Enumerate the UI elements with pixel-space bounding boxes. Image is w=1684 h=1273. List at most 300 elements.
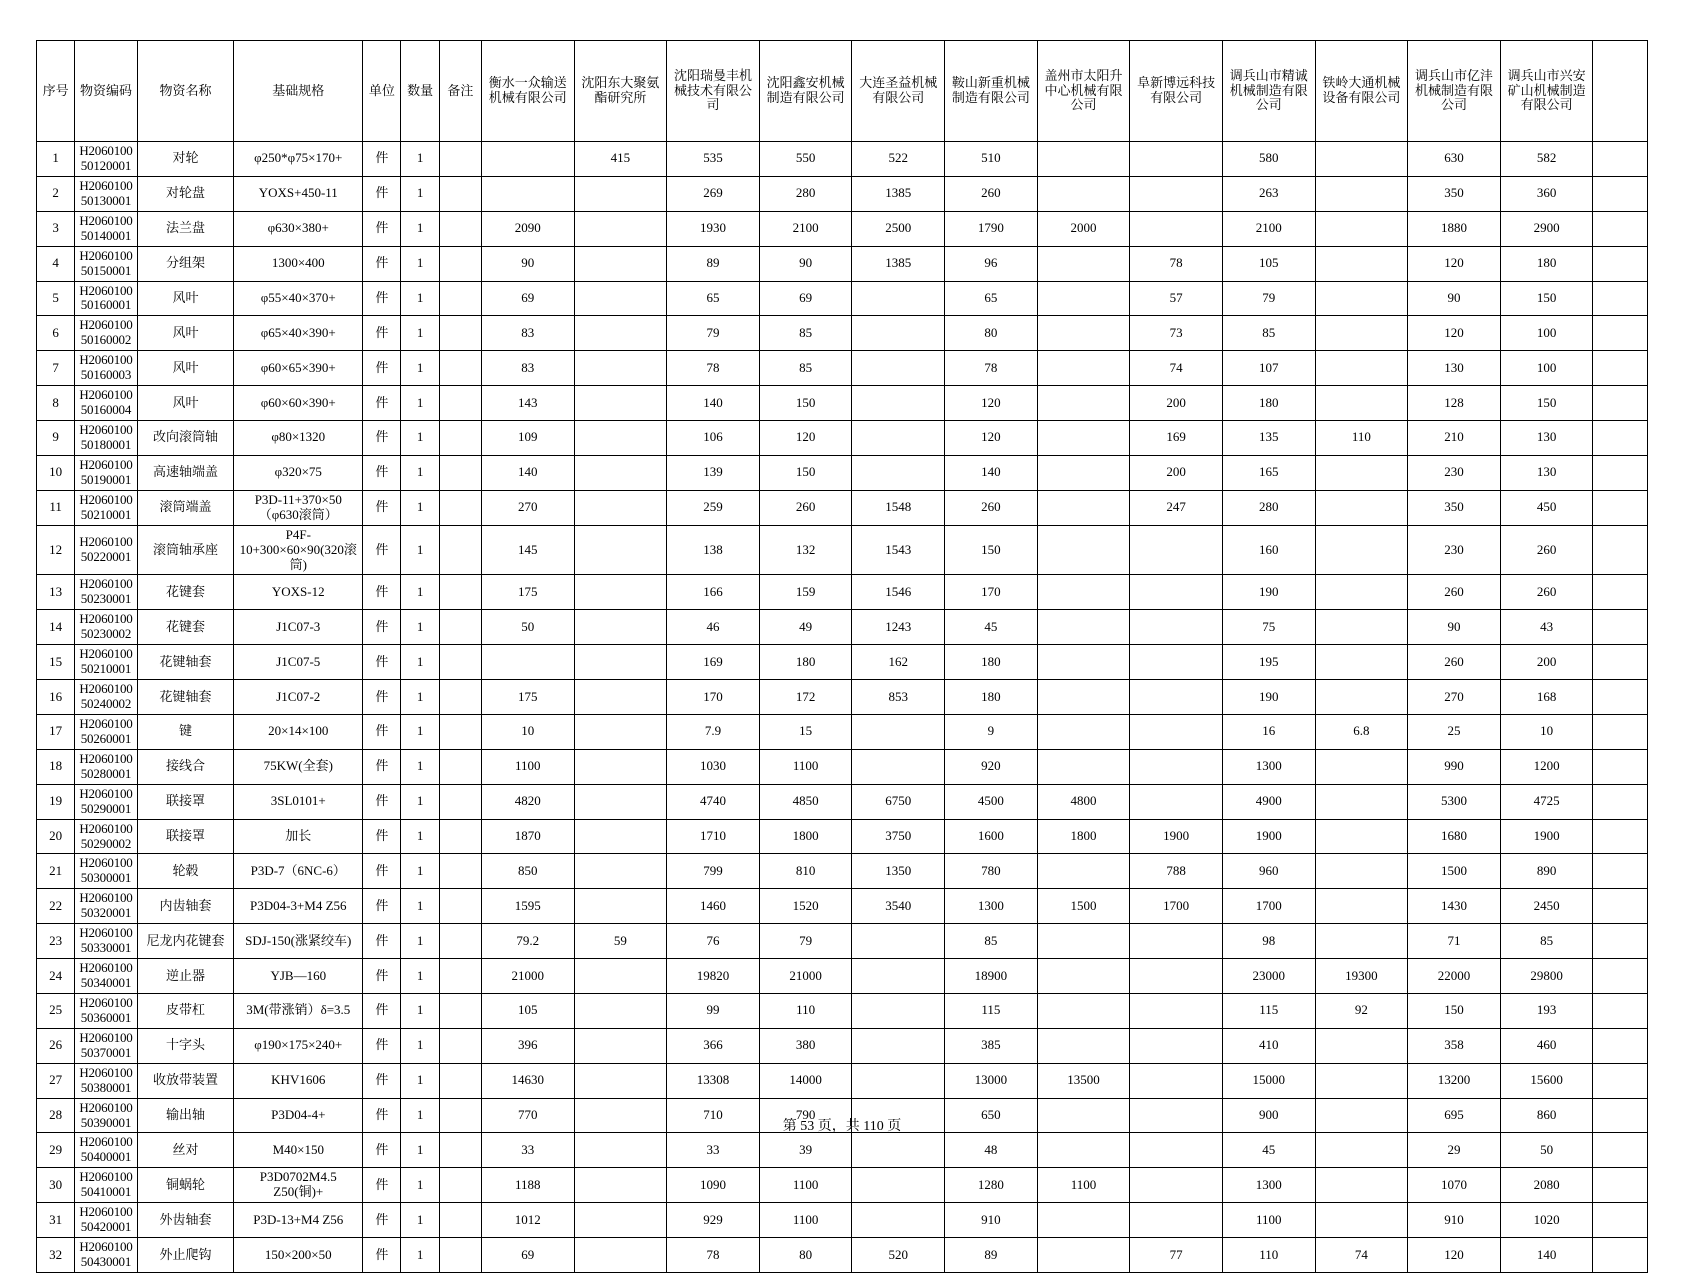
cell-supplier-price-12: 1200 xyxy=(1500,749,1593,784)
cell-supplier-price-6: 170 xyxy=(945,575,1038,610)
cell-supplier-price-9: 960 xyxy=(1222,854,1315,889)
col-header-supplier-12: 调兵山市兴安矿山机械制造有限公司 xyxy=(1500,41,1593,142)
cell-material-code: H206010050160001 xyxy=(75,281,137,316)
cell-remark xyxy=(439,1168,481,1203)
cell-material-code: H206010050340001 xyxy=(75,959,137,994)
table-row xyxy=(37,610,1648,645)
cell-quantity: 1 xyxy=(401,1098,439,1133)
cell-supplier-price-1: 770 xyxy=(481,1098,574,1133)
cell-spec: J1C07-2 xyxy=(234,680,363,715)
cell-supplier-price-10 xyxy=(1315,1168,1408,1203)
cell-material-name: 外齿轴套 xyxy=(137,1203,234,1238)
cell-supplier-price-11: 120 xyxy=(1408,1238,1501,1273)
cell-supplier-price-12: 100 xyxy=(1500,351,1593,386)
cell-material-name: 尼龙内花键套 xyxy=(137,924,234,959)
cell-supplier-price-7: 1800 xyxy=(1037,819,1130,854)
cell-supplier-price-10: 6.8 xyxy=(1315,714,1408,749)
cell-supplier-price-4: 120 xyxy=(759,421,852,456)
cell-supplier-price-8: 247 xyxy=(1130,490,1223,525)
cell-supplier-price-5 xyxy=(852,959,945,994)
cell-quantity: 1 xyxy=(401,993,439,1028)
cell-material-code: H206010050330001 xyxy=(75,924,137,959)
cell-supplier-price-2 xyxy=(574,1133,667,1168)
cell-unit: 件 xyxy=(363,281,401,316)
cell-material-name: 逆止器 xyxy=(137,959,234,994)
cell-material-code: H206010050390001 xyxy=(75,1098,137,1133)
cell-remark xyxy=(439,455,481,490)
cell-supplier-price-13 xyxy=(1593,421,1648,456)
table-row xyxy=(37,575,1648,610)
cell-unit: 件 xyxy=(363,1168,401,1203)
cell-supplier-price-11: 29 xyxy=(1408,1133,1501,1168)
cell-supplier-price-5 xyxy=(852,1203,945,1238)
cell-supplier-price-9: 1100 xyxy=(1222,1203,1315,1238)
cell-supplier-price-3: 259 xyxy=(667,490,760,525)
cell-supplier-price-8 xyxy=(1130,211,1223,246)
cell-supplier-price-12: 193 xyxy=(1500,993,1593,1028)
cell-material-name: 风叶 xyxy=(137,316,234,351)
col-header-material-name: 物资名称 xyxy=(137,41,234,142)
cell-supplier-price-7 xyxy=(1037,680,1130,715)
cell-supplier-price-6: 48 xyxy=(945,1133,1038,1168)
cell-supplier-price-11: 210 xyxy=(1408,421,1501,456)
cell-supplier-price-10 xyxy=(1315,680,1408,715)
cell-material-name: 输出轴 xyxy=(137,1098,234,1133)
cell-material-code: H206010050240002 xyxy=(75,680,137,715)
cell-spec: P3D0702M4.5 Z50(铜)+ xyxy=(234,1168,363,1203)
cell-supplier-price-11: 130 xyxy=(1408,351,1501,386)
cell-seq: 3 xyxy=(37,211,75,246)
cell-supplier-price-9: 1900 xyxy=(1222,819,1315,854)
cell-remark xyxy=(439,246,481,281)
cell-material-code: H206010050430001 xyxy=(75,1238,137,1273)
cell-remark xyxy=(439,749,481,784)
cell-material-name: 内齿轴套 xyxy=(137,889,234,924)
cell-supplier-price-11: 120 xyxy=(1408,246,1501,281)
cell-remark xyxy=(439,142,481,177)
cell-supplier-price-9: 105 xyxy=(1222,246,1315,281)
cell-supplier-price-10 xyxy=(1315,142,1408,177)
cell-supplier-price-6: 510 xyxy=(945,142,1038,177)
cell-supplier-price-8 xyxy=(1130,142,1223,177)
cell-supplier-price-11: 128 xyxy=(1408,386,1501,421)
table-header xyxy=(37,41,1648,142)
cell-supplier-price-12: 4725 xyxy=(1500,784,1593,819)
cell-material-code: H206010050380001 xyxy=(75,1063,137,1098)
cell-supplier-price-7 xyxy=(1037,610,1130,645)
cell-remark xyxy=(439,176,481,211)
cell-supplier-price-6: 120 xyxy=(945,386,1038,421)
cell-supplier-price-5 xyxy=(852,714,945,749)
cell-supplier-price-4: 15 xyxy=(759,714,852,749)
cell-supplier-price-11: 630 xyxy=(1408,142,1501,177)
table-row xyxy=(37,993,1648,1028)
cell-material-code: H206010050290002 xyxy=(75,819,137,854)
cell-spec: φ250*φ75×170+ xyxy=(234,142,363,177)
cell-material-name: 接线合 xyxy=(137,749,234,784)
table-row xyxy=(37,959,1648,994)
cell-supplier-price-11: 90 xyxy=(1408,610,1501,645)
cell-material-code: H206010050160004 xyxy=(75,386,137,421)
cell-supplier-price-2 xyxy=(574,680,667,715)
cell-supplier-price-7 xyxy=(1037,1203,1130,1238)
cell-supplier-price-2 xyxy=(574,386,667,421)
cell-supplier-price-9: 410 xyxy=(1222,1028,1315,1063)
col-header-supplier-11: 调兵山市亿沣机械制造有限公司 xyxy=(1408,41,1501,142)
cell-supplier-price-11: 1880 xyxy=(1408,211,1501,246)
cell-unit: 件 xyxy=(363,351,401,386)
cell-supplier-price-13 xyxy=(1593,959,1648,994)
cell-supplier-price-2 xyxy=(574,610,667,645)
cell-supplier-price-8: 73 xyxy=(1130,316,1223,351)
cell-material-code: H206010050230002 xyxy=(75,610,137,645)
cell-material-name: 对轮盘 xyxy=(137,176,234,211)
cell-supplier-price-9: 180 xyxy=(1222,386,1315,421)
cell-supplier-price-5 xyxy=(852,316,945,351)
cell-quantity: 1 xyxy=(401,1168,439,1203)
cell-supplier-price-3: 799 xyxy=(667,854,760,889)
cell-material-code: H206010050130001 xyxy=(75,176,137,211)
cell-supplier-price-1: 1595 xyxy=(481,889,574,924)
cell-spec: φ55×40×370+ xyxy=(234,281,363,316)
cell-remark xyxy=(439,421,481,456)
cell-material-code: H206010050180001 xyxy=(75,421,137,456)
cell-supplier-price-1: 105 xyxy=(481,993,574,1028)
cell-supplier-price-3: 138 xyxy=(667,525,760,575)
table-row xyxy=(37,784,1648,819)
cell-material-name: 十字头 xyxy=(137,1028,234,1063)
cell-supplier-price-2 xyxy=(574,575,667,610)
cell-supplier-price-4: 1100 xyxy=(759,1203,852,1238)
cell-material-code: H206010050140001 xyxy=(75,211,137,246)
cell-supplier-price-8: 77 xyxy=(1130,1238,1223,1273)
cell-supplier-price-3: 140 xyxy=(667,386,760,421)
cell-supplier-price-9: 190 xyxy=(1222,680,1315,715)
cell-supplier-price-1: 175 xyxy=(481,680,574,715)
cell-material-code: H206010050300001 xyxy=(75,854,137,889)
cell-supplier-price-3: 4740 xyxy=(667,784,760,819)
cell-supplier-price-12: 180 xyxy=(1500,246,1593,281)
cell-supplier-price-12: 2450 xyxy=(1500,889,1593,924)
cell-spec: KHV1606 xyxy=(234,1063,363,1098)
cell-supplier-price-9: 115 xyxy=(1222,993,1315,1028)
cell-supplier-price-7 xyxy=(1037,421,1130,456)
cell-supplier-price-3: 1030 xyxy=(667,749,760,784)
cell-material-code: H206010050210001 xyxy=(75,645,137,680)
cell-supplier-price-8: 74 xyxy=(1130,351,1223,386)
cell-supplier-price-11: 150 xyxy=(1408,993,1501,1028)
cell-material-name: 联接罩 xyxy=(137,784,234,819)
cell-quantity: 1 xyxy=(401,924,439,959)
cell-quantity: 1 xyxy=(401,490,439,525)
cell-supplier-price-1: 850 xyxy=(481,854,574,889)
cell-supplier-price-2 xyxy=(574,1028,667,1063)
cell-material-code: H206010050120001 xyxy=(75,142,137,177)
cell-supplier-price-2 xyxy=(574,421,667,456)
cell-supplier-price-7 xyxy=(1037,993,1130,1028)
cell-spec: YJB—160 xyxy=(234,959,363,994)
cell-supplier-price-12: 1020 xyxy=(1500,1203,1593,1238)
cell-supplier-price-1: 69 xyxy=(481,1238,574,1273)
cell-supplier-price-5 xyxy=(852,1168,945,1203)
cell-seq: 23 xyxy=(37,924,75,959)
cell-supplier-price-1: 90 xyxy=(481,246,574,281)
cell-remark xyxy=(439,575,481,610)
cell-remark xyxy=(439,784,481,819)
cell-supplier-price-4: 380 xyxy=(759,1028,852,1063)
col-header-quantity: 数量 xyxy=(401,41,439,142)
cell-supplier-price-1: 143 xyxy=(481,386,574,421)
cell-supplier-price-13 xyxy=(1593,316,1648,351)
cell-spec: φ80×1320 xyxy=(234,421,363,456)
cell-supplier-price-1 xyxy=(481,176,574,211)
cell-supplier-price-13 xyxy=(1593,281,1648,316)
cell-supplier-price-7 xyxy=(1037,525,1130,575)
cell-supplier-price-6: 260 xyxy=(945,176,1038,211)
cell-supplier-price-11: 230 xyxy=(1408,455,1501,490)
cell-supplier-price-10 xyxy=(1315,645,1408,680)
cell-seq: 12 xyxy=(37,525,75,575)
cell-supplier-price-13 xyxy=(1593,1133,1648,1168)
cell-supplier-price-3: 46 xyxy=(667,610,760,645)
cell-supplier-price-12: 260 xyxy=(1500,575,1593,610)
cell-supplier-price-5: 1385 xyxy=(852,176,945,211)
cell-supplier-price-4: 39 xyxy=(759,1133,852,1168)
cell-remark xyxy=(439,490,481,525)
table-row xyxy=(37,525,1648,575)
cell-supplier-price-3: 76 xyxy=(667,924,760,959)
cell-remark xyxy=(439,854,481,889)
cell-unit: 件 xyxy=(363,525,401,575)
cell-supplier-price-1 xyxy=(481,142,574,177)
cell-supplier-price-10 xyxy=(1315,854,1408,889)
table-row xyxy=(37,455,1648,490)
cell-seq: 8 xyxy=(37,386,75,421)
cell-supplier-price-6: 1600 xyxy=(945,819,1038,854)
cell-spec: φ630×380+ xyxy=(234,211,363,246)
cell-supplier-price-9: 1700 xyxy=(1222,889,1315,924)
col-header-supplier-7: 盖州市太阳升中心机械有限公司 xyxy=(1037,41,1130,142)
cell-supplier-price-13 xyxy=(1593,246,1648,281)
cell-supplier-price-4: 69 xyxy=(759,281,852,316)
table-row xyxy=(37,680,1648,715)
cell-supplier-price-5: 1543 xyxy=(852,525,945,575)
cell-supplier-price-4: 150 xyxy=(759,386,852,421)
table-row xyxy=(37,1203,1648,1238)
cell-spec: M40×150 xyxy=(234,1133,363,1168)
cell-spec: P3D04-4+ xyxy=(234,1098,363,1133)
cell-supplier-price-12: 130 xyxy=(1500,455,1593,490)
cell-supplier-price-10 xyxy=(1315,1028,1408,1063)
cell-material-name: 花键套 xyxy=(137,575,234,610)
cell-unit: 件 xyxy=(363,575,401,610)
cell-spec: 加长 xyxy=(234,819,363,854)
cell-supplier-price-12: 200 xyxy=(1500,645,1593,680)
cell-supplier-price-12: 460 xyxy=(1500,1028,1593,1063)
cell-seq: 25 xyxy=(37,993,75,1028)
table-row xyxy=(37,1063,1648,1098)
cell-seq: 26 xyxy=(37,1028,75,1063)
cell-supplier-price-6: 45 xyxy=(945,610,1038,645)
cell-supplier-price-4: 810 xyxy=(759,854,852,889)
cell-supplier-price-9: 79 xyxy=(1222,281,1315,316)
table-row xyxy=(37,281,1648,316)
cell-seq: 4 xyxy=(37,246,75,281)
cell-spec: YOXS+450-11 xyxy=(234,176,363,211)
cell-supplier-price-2 xyxy=(574,889,667,924)
cell-supplier-price-4: 1800 xyxy=(759,819,852,854)
cell-supplier-price-12: 860 xyxy=(1500,1098,1593,1133)
cell-supplier-price-9: 16 xyxy=(1222,714,1315,749)
cell-supplier-price-12: 130 xyxy=(1500,421,1593,456)
cell-supplier-price-2: 59 xyxy=(574,924,667,959)
cell-supplier-price-8 xyxy=(1130,924,1223,959)
cell-supplier-price-6: 920 xyxy=(945,749,1038,784)
cell-unit: 件 xyxy=(363,714,401,749)
cell-supplier-price-12: 100 xyxy=(1500,316,1593,351)
cell-supplier-price-8 xyxy=(1130,1168,1223,1203)
cell-unit: 件 xyxy=(363,610,401,645)
cell-quantity: 1 xyxy=(401,1028,439,1063)
cell-supplier-price-11: 1500 xyxy=(1408,854,1501,889)
cell-supplier-price-11: 910 xyxy=(1408,1203,1501,1238)
cell-supplier-price-3: 106 xyxy=(667,421,760,456)
cell-seq: 13 xyxy=(37,575,75,610)
cell-supplier-price-5: 162 xyxy=(852,645,945,680)
cell-supplier-price-10 xyxy=(1315,176,1408,211)
cell-supplier-price-10 xyxy=(1315,211,1408,246)
cell-supplier-price-11: 1070 xyxy=(1408,1168,1501,1203)
table-row xyxy=(37,854,1648,889)
cell-supplier-price-3: 78 xyxy=(667,351,760,386)
cell-supplier-price-4: 1100 xyxy=(759,749,852,784)
cell-remark xyxy=(439,819,481,854)
cell-quantity: 1 xyxy=(401,1063,439,1098)
cell-supplier-price-7: 2000 xyxy=(1037,211,1130,246)
cell-material-code: H206010050230001 xyxy=(75,575,137,610)
cell-material-name: 法兰盘 xyxy=(137,211,234,246)
cell-supplier-price-4: 180 xyxy=(759,645,852,680)
cell-supplier-price-10: 110 xyxy=(1315,421,1408,456)
cell-supplier-price-6: 13000 xyxy=(945,1063,1038,1098)
cell-supplier-price-12: 43 xyxy=(1500,610,1593,645)
cell-quantity: 1 xyxy=(401,211,439,246)
cell-supplier-price-5: 520 xyxy=(852,1238,945,1273)
cell-supplier-price-4: 2100 xyxy=(759,211,852,246)
cell-seq: 28 xyxy=(37,1098,75,1133)
cell-supplier-price-7 xyxy=(1037,645,1130,680)
cell-supplier-price-12: 85 xyxy=(1500,924,1593,959)
cell-supplier-price-13 xyxy=(1593,575,1648,610)
cell-supplier-price-8 xyxy=(1130,993,1223,1028)
cell-supplier-price-1: 1100 xyxy=(481,749,574,784)
cell-material-code: H206010050370001 xyxy=(75,1028,137,1063)
cell-supplier-price-9: 900 xyxy=(1222,1098,1315,1133)
cell-unit: 件 xyxy=(363,645,401,680)
cell-remark xyxy=(439,1133,481,1168)
cell-supplier-price-3: 19820 xyxy=(667,959,760,994)
cell-unit: 件 xyxy=(363,993,401,1028)
cell-seq: 27 xyxy=(37,1063,75,1098)
cell-material-name: 滚筒端盖 xyxy=(137,490,234,525)
cell-supplier-price-1: 33 xyxy=(481,1133,574,1168)
cell-supplier-price-11: 358 xyxy=(1408,1028,1501,1063)
cell-material-name: 轮毂 xyxy=(137,854,234,889)
cell-material-name: 皮带杠 xyxy=(137,993,234,1028)
cell-spec: SDJ-150(涨紧绞车) xyxy=(234,924,363,959)
cell-supplier-price-3: 13308 xyxy=(667,1063,760,1098)
cell-supplier-price-9: 135 xyxy=(1222,421,1315,456)
cell-supplier-price-9: 85 xyxy=(1222,316,1315,351)
cell-material-name: 丝对 xyxy=(137,1133,234,1168)
cell-supplier-price-5: 853 xyxy=(852,680,945,715)
cell-remark xyxy=(439,959,481,994)
cell-supplier-price-8: 1900 xyxy=(1130,819,1223,854)
cell-supplier-price-12: 582 xyxy=(1500,142,1593,177)
cell-supplier-price-9: 263 xyxy=(1222,176,1315,211)
cell-supplier-price-5: 1350 xyxy=(852,854,945,889)
cell-supplier-price-6: 9 xyxy=(945,714,1038,749)
cell-material-name: 风叶 xyxy=(137,386,234,421)
cell-supplier-price-10 xyxy=(1315,784,1408,819)
cell-supplier-price-3: 1460 xyxy=(667,889,760,924)
cell-supplier-price-7 xyxy=(1037,924,1130,959)
cell-supplier-price-2 xyxy=(574,819,667,854)
table-row xyxy=(37,490,1648,525)
cell-supplier-price-6: 150 xyxy=(945,525,1038,575)
cell-spec: 20×14×100 xyxy=(234,714,363,749)
cell-unit: 件 xyxy=(363,889,401,924)
cell-supplier-price-3: 166 xyxy=(667,575,760,610)
cell-material-code: H206010050400001 xyxy=(75,1133,137,1168)
cell-quantity: 1 xyxy=(401,281,439,316)
cell-spec: P4F-10+300×60×90(320滚筒) xyxy=(234,525,363,575)
col-header-supplier-9: 调兵山市精诚机械制造有限公司 xyxy=(1222,41,1315,142)
cell-supplier-price-9: 4900 xyxy=(1222,784,1315,819)
cell-unit: 件 xyxy=(363,1133,401,1168)
cell-remark xyxy=(439,386,481,421)
cell-supplier-price-10 xyxy=(1315,525,1408,575)
cell-supplier-price-6: 910 xyxy=(945,1203,1038,1238)
cell-unit: 件 xyxy=(363,1203,401,1238)
cell-material-name: 联接罩 xyxy=(137,819,234,854)
cell-spec: 75KW(全套) xyxy=(234,749,363,784)
cell-material-name: 风叶 xyxy=(137,281,234,316)
table-row xyxy=(37,142,1648,177)
cell-supplier-price-8: 788 xyxy=(1130,854,1223,889)
cell-supplier-price-2 xyxy=(574,993,667,1028)
cell-unit: 件 xyxy=(363,490,401,525)
cell-supplier-price-3: 1710 xyxy=(667,819,760,854)
cell-material-name: 对轮 xyxy=(137,142,234,177)
cell-supplier-price-8 xyxy=(1130,680,1223,715)
cell-supplier-price-8 xyxy=(1130,749,1223,784)
cell-supplier-price-13 xyxy=(1593,1238,1648,1273)
cell-remark xyxy=(439,680,481,715)
cell-supplier-price-6: 180 xyxy=(945,680,1038,715)
cell-supplier-price-7 xyxy=(1037,142,1130,177)
cell-supplier-price-13 xyxy=(1593,176,1648,211)
cell-supplier-price-6: 78 xyxy=(945,351,1038,386)
cell-supplier-price-3: 99 xyxy=(667,993,760,1028)
cell-supplier-price-10 xyxy=(1315,924,1408,959)
cell-supplier-price-9: 45 xyxy=(1222,1133,1315,1168)
cell-supplier-price-4: 90 xyxy=(759,246,852,281)
cell-supplier-price-9: 190 xyxy=(1222,575,1315,610)
cell-supplier-price-13 xyxy=(1593,1203,1648,1238)
cell-supplier-price-7 xyxy=(1037,281,1130,316)
cell-quantity: 1 xyxy=(401,176,439,211)
